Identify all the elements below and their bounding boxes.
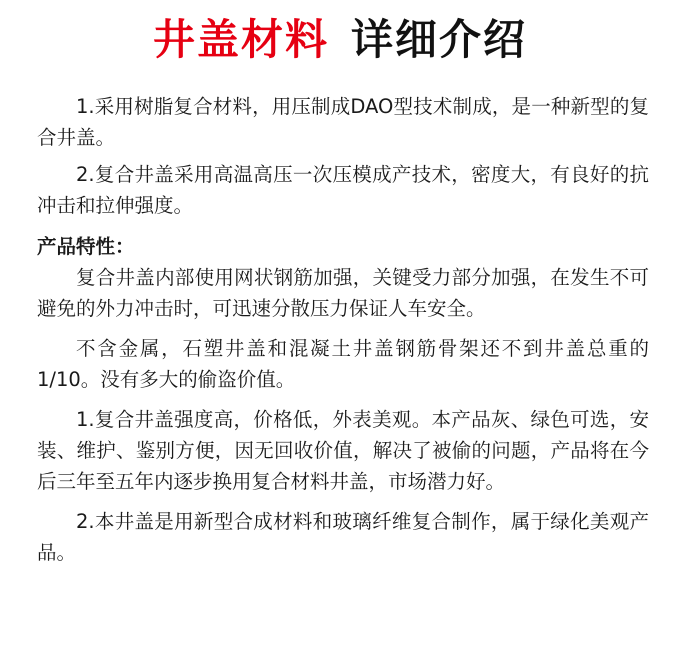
intro-paragraph-1: 1.采用树脂复合材料，用压制成DAO型技术制成，是一种新型的复合井盖。 bbox=[37, 95, 649, 149]
intro-paragraph-2: 2.复合井盖采用高温高压一次压模成产技术，密度大，有良好的抗冲击和拉伸强度。 bbox=[37, 163, 649, 217]
title-red-part: 井盖材料 bbox=[152, 15, 329, 64]
features-heading: 产品特性： bbox=[37, 235, 135, 258]
title-black-part: 详细介绍 bbox=[351, 15, 528, 64]
page-title bbox=[0, 12, 680, 68]
feature-paragraph-1: 复合井盖内部使用网状钢筋加强，关键受力部分加强，在发生不可避免的外力冲击时，可迅速分散压力保证人车安全。 bbox=[37, 266, 649, 320]
feature-paragraph-4: 2.本井盖是用新型合成材料和玻璃纤维复合制作，属于绿化美观产品。 bbox=[37, 510, 649, 564]
article-body bbox=[37, 91, 649, 568]
feature-paragraph-2: 不含金属，石塑井盖和混凝土井盖钢筋骨架还不到井盖总重的1/10。没有多大的偷盗价值。 bbox=[37, 337, 649, 391]
feature-paragraph-3: 1.复合井盖强度高，价格低，外表美观。本产品灰、绿色可选，安装、维护、鉴别方便，因无回收价值，解决了被偷的问题，产品将在今后三年至五年内逐步换用复合材料井盖，市场潜力好。 bbox=[37, 408, 649, 493]
